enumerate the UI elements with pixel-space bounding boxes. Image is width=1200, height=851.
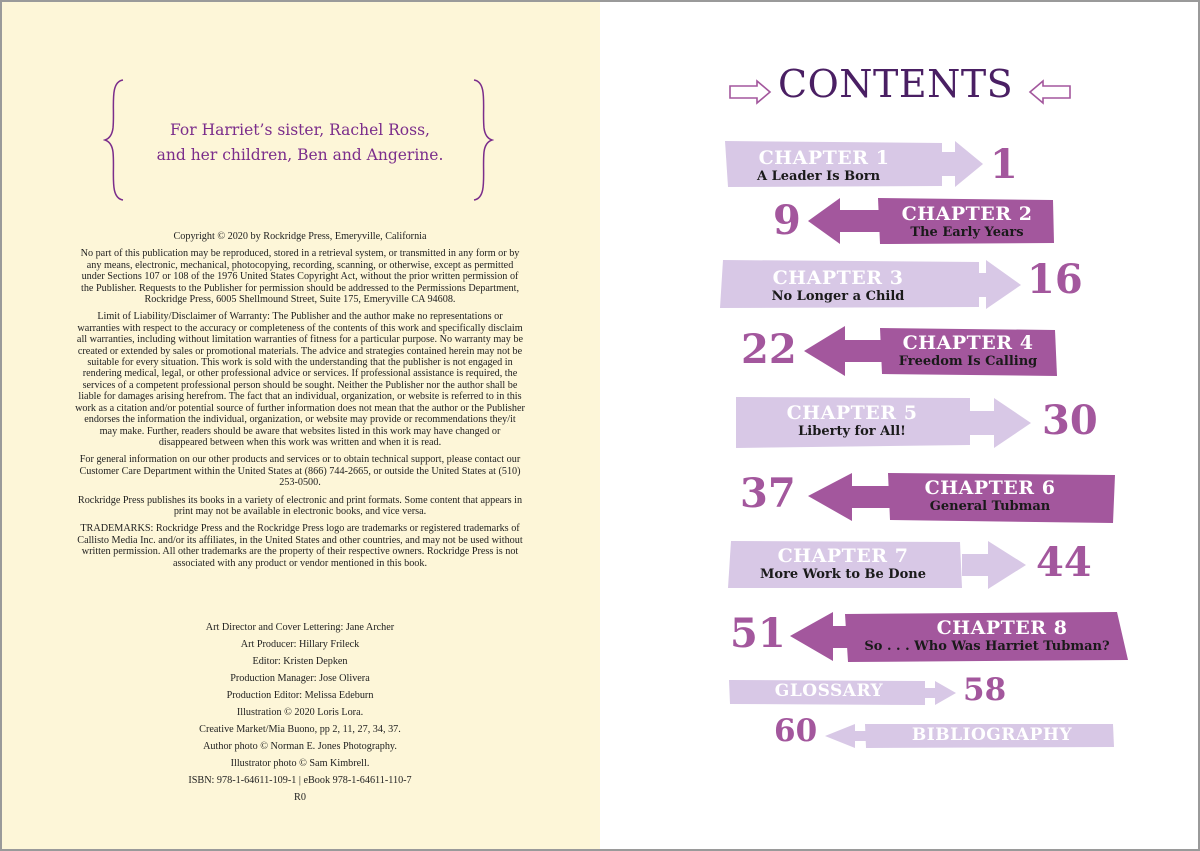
chapter-4-label: CHAPTER 4 (902, 332, 1034, 354)
support-paragraph: For general information on our other products and services or to obtain technical support, please contact our Customer Care Department within the United States at (866) 744-2665, or outside the United States at (510) 253-0500. (79, 454, 521, 489)
credit-line: Editor: Kristen Depken (252, 656, 348, 667)
credit-line: Art Producer: Hillary Frileck (240, 639, 360, 650)
isbn-line: ISBN: 978-1-64611-109-1 | eBook 978-1-64611-110-7 (188, 775, 412, 786)
chapter-2-arrow-icon (808, 198, 880, 244)
glossary-page[interactable]: 58 (963, 672, 1007, 708)
credit-line: Production Editor: Melissa Edeburn (226, 690, 374, 701)
glossary-label[interactable]: GLOSSARY (774, 681, 884, 701)
credit-line: Author photo © Norman E. Jones Photography. (203, 741, 397, 752)
copyright-notice: Copyright © 2020 by Rockridge Press, Emeryville, California (173, 231, 427, 242)
chapter-5-title: Liberty for All! (798, 424, 906, 439)
chapter-8-title: So . . . Who Was Harriet Tubman? (864, 639, 1110, 654)
chapter-6-entry[interactable] (912, 477, 1068, 515)
chapter-8-page[interactable]: 51 (730, 610, 786, 657)
chapter-2-entry[interactable] (890, 203, 1044, 241)
disclaimer-paragraph: Limit of Liability/Disclaimer of Warranty: The Publisher and the author make no representations or warranties with respect to the accuracy or completeness of the contents of this work and specifically disclaim all warranties, including without limitation warranties of fitness for a particular purpose. No warranty may be created or extended by sales or promotional materials. The advice and strategies contained herein may not be suitable for every situation. This work is sold with the understanding that the publisher is not engaged in rendering medical, legal, or other professional advice or services. If professional assistance is required, the services of a competent professional person should be sought. Neither the Publisher nor the author shall be liable for damages arising herefrom. The fact that an individual, organization, or website is referred to in this work as a citation and/or potential source of further information does not mean that the author or the Publisher endorses the information the individual, organization, or website may provide or recommendations they/it may make. Further, readers should be aware that websites listed in this work may have changed or disappeared between when this work was written and when it is read. (75, 311, 525, 448)
chapter-2-title: The Early Years (910, 225, 1024, 240)
credits-list (75, 619, 525, 806)
chapter-7-title: More Work to Be Done (760, 567, 926, 582)
credit-line: Illustration © 2020 Loris Lora. (236, 707, 364, 718)
bibliography-page[interactable]: 60 (774, 713, 818, 749)
chapter-3-page[interactable]: 16 (1027, 256, 1083, 303)
chapter-4-entry[interactable] (888, 332, 1048, 370)
chapter-3-label: CHAPTER 3 (772, 267, 904, 289)
formats-paragraph: Rockridge Press publishes its books in a variety of electronic and print formats. Some content that appears in print may not be available in electronic books, and vice versa. (77, 494, 523, 517)
credit-line: Creative Market/Mia Buono, pp 2, 11, 27, 34, 37. (199, 724, 401, 735)
credit-line: Illustrator photo © Sam Kimbrell. (230, 758, 370, 769)
chapter-3-entry[interactable] (760, 267, 916, 305)
chapter-1-page[interactable]: 1 (990, 141, 1018, 188)
dedication-line-1: For Harriet’s sister, Rachel Ross, (170, 121, 430, 139)
dedication-line-2: and her children, Ben and Angerine. (156, 146, 444, 164)
chapter-8-label: CHAPTER 8 (936, 617, 1068, 639)
bibliography-label[interactable]: BIBLIOGRAPHY (911, 725, 1073, 745)
copyright-block (75, 231, 525, 575)
printing-code: R0 (294, 792, 306, 803)
title-left-arrow-icon (730, 81, 770, 103)
chapter-1-title: A Leader Is Born (757, 169, 881, 184)
chapter-7-entry[interactable] (752, 545, 934, 583)
chapter-1-entry[interactable] (740, 147, 908, 185)
title-right-arrow-icon (1030, 81, 1070, 103)
right-brace-icon (470, 78, 494, 202)
chapter-6-title: General Tubman (929, 499, 1051, 514)
credit-line: Production Manager: Jose Olivera (230, 673, 370, 684)
chapter-5-label: CHAPTER 5 (786, 402, 918, 424)
chapter-7-page[interactable]: 44 (1036, 539, 1092, 586)
dedication (130, 118, 470, 168)
chapter-1-label: CHAPTER 1 (758, 147, 890, 169)
chapter-6-page[interactable]: 37 (740, 470, 796, 517)
trademarks-paragraph: TRADEMARKS: Rockridge Press and the Rockridge Press logo are trademarks or registered trademarks of Callisto Media Inc. and/or its affiliates, in the United States and other countries, and may not be used without written permission. All other trademarks are the property of their respective owners. Rockridge Press is not associated with any product or vendor mentioned in this book. (77, 523, 523, 569)
credit-line: Art Director and Cover Lettering: Jane Archer (205, 622, 395, 633)
chapter-3-title: No Longer a Child (771, 289, 905, 304)
chapter-1-arrow-icon (942, 141, 983, 187)
chapter-6-arrow-icon (808, 473, 890, 521)
rights-paragraph: No part of this publication may be reproduced, stored in a retrieval system, or transmitted in any form or by any means, electronic, mechanical, photocopying, recording, scanning, or otherwise, except as permitted under Sections 107 or 108 of the 1976 United States Copyright Act, without the prior written permission of the Publisher. Requests to the Publisher for permission should be addressed to the Permissions Department, Rockridge Press, 6005 Shellmound Street, Suite 175, Emeryville CA 94608. (80, 248, 520, 306)
chapter-2-page[interactable]: 9 (773, 197, 801, 244)
chapter-5-page[interactable]: 30 (1042, 397, 1098, 444)
chapter-3-arrow-icon (979, 260, 1021, 309)
chapter-5-entry[interactable] (774, 402, 930, 440)
chapter-4-page[interactable]: 22 (741, 326, 797, 373)
chapter-2-label: CHAPTER 2 (901, 203, 1033, 225)
chapter-4-arrow-icon (804, 326, 882, 376)
chapter-4-title: Freedom Is Calling (898, 354, 1038, 369)
chapter-5-arrow-icon (970, 398, 1031, 448)
contents-title: CONTENTS (778, 62, 1014, 106)
left-brace-icon (103, 78, 127, 202)
chapter-6-label: CHAPTER 6 (924, 477, 1056, 499)
chapter-7-label: CHAPTER 7 (777, 545, 909, 567)
chapter-8-entry[interactable] (855, 617, 1119, 655)
chapter-8-arrow-icon (790, 612, 848, 661)
bibliography-arrow-icon (825, 724, 866, 748)
chapter-7-arrow-icon (962, 541, 1026, 589)
glossary-arrow-icon (925, 681, 956, 705)
